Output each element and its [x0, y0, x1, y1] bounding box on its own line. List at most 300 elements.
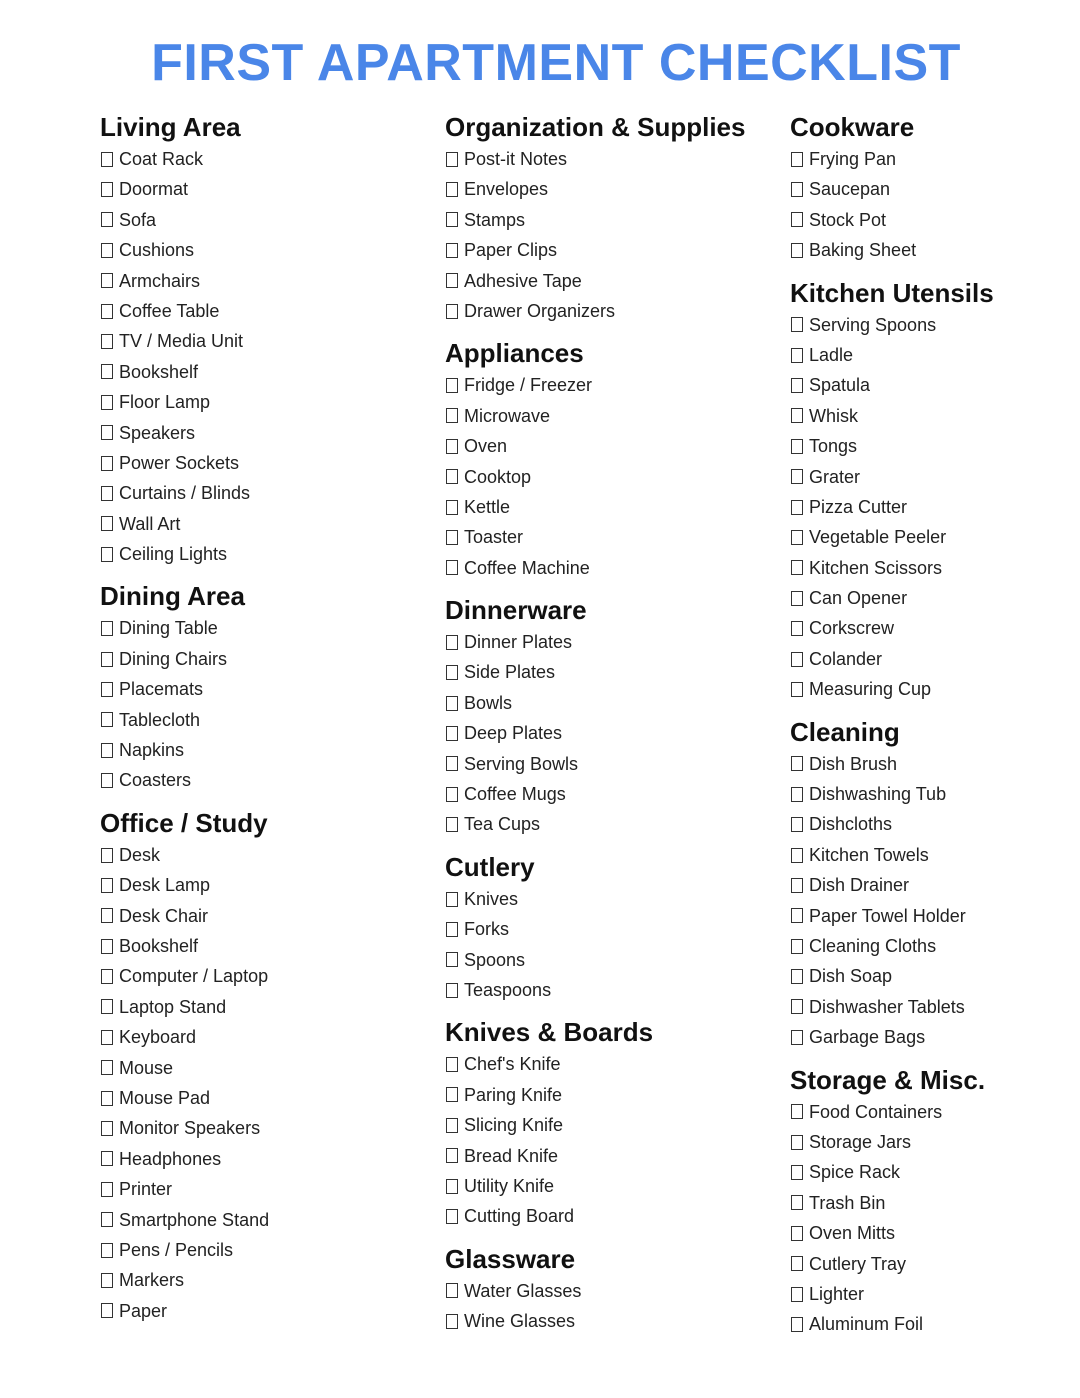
- checklist-item-label: Curtains / Blinds: [119, 483, 251, 504]
- section-heading: Glassware: [445, 1243, 576, 1274]
- checklist-item[interactable]: [100, 1235, 420, 1265]
- checklist-item-label: Dish Drainer: [809, 875, 910, 896]
- section-heading: Dining Area: [100, 581, 245, 612]
- section-cookware: [790, 110, 1070, 266]
- checklist-item[interactable]: [445, 266, 775, 296]
- checklist-item[interactable]: [790, 644, 1070, 674]
- checklist-item[interactable]: [100, 992, 420, 1022]
- checklist-item[interactable]: [445, 1110, 775, 1140]
- section-heading: Cutlery: [445, 851, 535, 882]
- checklist-item[interactable]: [100, 765, 420, 795]
- checklist-item-label: Dining Chairs: [119, 648, 228, 669]
- checklist-item-label: Serving Spoons: [809, 314, 937, 335]
- empty-checkbox-icon[interactable]: [101, 182, 113, 197]
- checklist-item[interactable]: [445, 401, 775, 431]
- checklist-item[interactable]: [445, 144, 775, 174]
- checklist-item[interactable]: [790, 840, 1070, 870]
- empty-checkbox-icon[interactable]: [446, 243, 458, 258]
- checklist-item-label: Dish Soap: [809, 966, 893, 987]
- checklist-item[interactable]: [445, 205, 775, 235]
- checklist-item[interactable]: [790, 870, 1070, 900]
- empty-checkbox-icon[interactable]: [101, 939, 113, 954]
- section-heading: Office / Study: [100, 807, 268, 838]
- checklist-item[interactable]: [445, 688, 775, 718]
- empty-checkbox-icon[interactable]: [791, 939, 803, 954]
- empty-checkbox-icon[interactable]: [101, 848, 113, 863]
- empty-checkbox-icon[interactable]: [101, 1273, 113, 1288]
- checklist-item-label: Coffee Table: [119, 300, 220, 321]
- checklist-item[interactable]: [790, 401, 1070, 431]
- checklist-item-label: Dining Table: [119, 618, 218, 639]
- checklist-item[interactable]: [445, 1306, 775, 1336]
- checklist-item-label: Spatula: [809, 375, 871, 396]
- checklist-item[interactable]: [790, 749, 1070, 779]
- checklist-item[interactable]: [100, 448, 420, 478]
- checklist-item[interactable]: [790, 1188, 1070, 1218]
- checklist-item[interactable]: [100, 1205, 420, 1235]
- empty-checkbox-icon[interactable]: [101, 425, 113, 440]
- checklist-item[interactable]: [100, 235, 420, 265]
- empty-checkbox-icon[interactable]: [446, 182, 458, 197]
- empty-checkbox-icon[interactable]: [446, 560, 458, 575]
- empty-checkbox-icon[interactable]: [791, 621, 803, 636]
- checklist-item-label: Fridge / Freezer: [464, 375, 593, 396]
- checklist-item-label: Bowls: [464, 692, 513, 713]
- empty-checkbox-icon[interactable]: [446, 983, 458, 998]
- checklist-item[interactable]: [100, 674, 420, 704]
- checklist-item-label: Spoons: [464, 949, 526, 970]
- checklist-item-label: Teaspoons: [464, 979, 552, 1000]
- empty-checkbox-icon[interactable]: [791, 1135, 803, 1150]
- section-knives-and-boards: [445, 1015, 775, 1231]
- checklist-item[interactable]: [100, 931, 420, 961]
- checklist-item-label: Spice Rack: [809, 1162, 901, 1183]
- checklist-item-label: Can Opener: [809, 588, 908, 609]
- empty-checkbox-icon[interactable]: [101, 1151, 113, 1166]
- checklist-item-label: Speakers: [119, 422, 196, 443]
- checklist-item[interactable]: [445, 1171, 775, 1201]
- checklist-item[interactable]: [445, 1141, 775, 1171]
- section-heading: Knives & Boards: [445, 1017, 654, 1048]
- empty-checkbox-icon[interactable]: [446, 500, 458, 515]
- checklist-item[interactable]: [445, 370, 775, 400]
- empty-checkbox-icon[interactable]: [446, 212, 458, 227]
- checklist-item[interactable]: [790, 583, 1070, 613]
- checklist-item-label: Tablecloth: [119, 709, 201, 730]
- checklist-item[interactable]: [100, 613, 420, 643]
- empty-checkbox-icon[interactable]: [101, 364, 113, 379]
- checklist-item[interactable]: [445, 945, 775, 975]
- checklist-item-label: Monitor Speakers: [119, 1118, 261, 1139]
- checklist-item[interactable]: [445, 553, 775, 583]
- empty-checkbox-icon[interactable]: [101, 486, 113, 501]
- page-title: FIRST APARTMENT CHECKLIST: [151, 34, 961, 92]
- checklist-item[interactable]: [100, 1265, 420, 1295]
- checklist-item-label: Whisk: [809, 405, 858, 426]
- empty-checkbox-icon[interactable]: [101, 1212, 113, 1227]
- checklist-item[interactable]: [790, 674, 1070, 704]
- checklist-item-label: Napkins: [119, 740, 185, 761]
- checklist-item[interactable]: [445, 718, 775, 748]
- empty-checkbox-icon[interactable]: [101, 273, 113, 288]
- empty-checkbox-icon[interactable]: [101, 1030, 113, 1045]
- empty-checkbox-icon[interactable]: [791, 469, 803, 484]
- empty-checkbox-icon[interactable]: [446, 817, 458, 832]
- checklist-item[interactable]: [790, 1309, 1070, 1339]
- checklist-item-label: Headphones: [119, 1148, 222, 1169]
- checklist-item-label: Frying Pan: [809, 149, 897, 169]
- empty-checkbox-icon[interactable]: [101, 682, 113, 697]
- empty-checkbox-icon[interactable]: [101, 547, 113, 562]
- empty-checkbox-icon[interactable]: [446, 665, 458, 680]
- checklist-item-label: Oven Mitts: [809, 1223, 896, 1244]
- empty-checkbox-icon[interactable]: [101, 1121, 113, 1136]
- checklist-item-label: Desk: [119, 844, 161, 865]
- empty-checkbox-icon[interactable]: [791, 500, 803, 515]
- checklist-item[interactable]: [445, 1201, 775, 1231]
- empty-checkbox-icon[interactable]: [446, 152, 458, 167]
- empty-checkbox-icon[interactable]: [101, 304, 113, 319]
- checklist-item[interactable]: [790, 462, 1070, 492]
- checklist-item-label: Paper: [119, 1300, 168, 1321]
- checklist-item[interactable]: [445, 627, 775, 657]
- checklist-item[interactable]: [100, 1113, 420, 1143]
- empty-checkbox-icon[interactable]: [791, 439, 803, 454]
- empty-checkbox-icon[interactable]: [791, 999, 803, 1014]
- checklist-item[interactable]: [100, 539, 420, 569]
- checklist-item-label: Paper Clips: [464, 240, 558, 261]
- checklist-item[interactable]: [100, 1144, 420, 1174]
- empty-checkbox-icon[interactable]: [101, 908, 113, 923]
- checklist-item-label: Coat Rack: [119, 149, 204, 169]
- checklist-item[interactable]: [790, 522, 1070, 552]
- section-heading: Cleaning: [790, 716, 900, 747]
- checklist-item[interactable]: [445, 1276, 775, 1306]
- checklist-item[interactable]: [790, 174, 1070, 204]
- checklist-item-label: Dishwashing Tub: [809, 784, 947, 805]
- empty-checkbox-icon[interactable]: [791, 1104, 803, 1119]
- empty-checkbox-icon[interactable]: [791, 182, 803, 197]
- empty-checkbox-icon[interactable]: [446, 439, 458, 454]
- empty-checkbox-icon[interactable]: [446, 952, 458, 967]
- empty-checkbox-icon[interactable]: [446, 1118, 458, 1133]
- checklist-item[interactable]: [100, 296, 420, 326]
- checklist-item-label: Cushions: [119, 240, 195, 261]
- checklist-item-label: Wall Art: [119, 513, 181, 534]
- checklist-item[interactable]: [445, 235, 775, 265]
- checklist-item[interactable]: [790, 1218, 1070, 1248]
- empty-checkbox-icon[interactable]: [791, 817, 803, 832]
- checklist-item[interactable]: [100, 735, 420, 765]
- checklist-item[interactable]: [445, 809, 775, 839]
- empty-checkbox-icon[interactable]: [791, 243, 803, 258]
- empty-checkbox-icon[interactable]: [791, 1317, 803, 1332]
- checklist-item[interactable]: [100, 705, 420, 735]
- checklist-item[interactable]: [445, 884, 775, 914]
- empty-checkbox-icon[interactable]: [791, 908, 803, 923]
- checklist-item-label: Dishwasher Tablets: [809, 996, 965, 1017]
- checklist-item[interactable]: [445, 914, 775, 944]
- empty-checkbox-icon[interactable]: [446, 1148, 458, 1163]
- empty-checkbox-icon[interactable]: [791, 848, 803, 863]
- checklist-item-label: Paper Towel Holder: [809, 905, 966, 926]
- checklist-item[interactable]: [790, 992, 1070, 1022]
- checklist-item-label: Knives: [464, 888, 519, 909]
- empty-checkbox-icon[interactable]: [101, 1182, 113, 1197]
- section-cutlery: [445, 850, 775, 1006]
- checklist-item-label: Tea Cups: [464, 814, 541, 835]
- section-heading: Cookware: [790, 112, 915, 142]
- checklist-item[interactable]: [445, 657, 775, 687]
- checklist-item[interactable]: [790, 1097, 1070, 1127]
- checklist-item-label: Cutlery Tray: [809, 1253, 907, 1274]
- checklist-item[interactable]: [100, 961, 420, 991]
- checklist-item[interactable]: [790, 553, 1070, 583]
- checklist-item-label: Envelopes: [464, 179, 549, 200]
- checklist-item[interactable]: [790, 779, 1070, 809]
- checklist-item[interactable]: [445, 462, 775, 492]
- empty-checkbox-icon[interactable]: [101, 652, 113, 667]
- empty-checkbox-icon[interactable]: [791, 969, 803, 984]
- section-cleaning: [790, 715, 1070, 1053]
- empty-checkbox-icon[interactable]: [101, 152, 113, 167]
- empty-checkbox-icon[interactable]: [791, 591, 803, 606]
- empty-checkbox-icon[interactable]: [791, 530, 803, 545]
- empty-checkbox-icon[interactable]: [446, 922, 458, 937]
- checklist-item[interactable]: [790, 961, 1070, 991]
- empty-checkbox-icon[interactable]: [101, 743, 113, 758]
- empty-checkbox-icon[interactable]: [791, 378, 803, 393]
- checklist-item-label: Dish Brush: [809, 753, 898, 774]
- checklist-item[interactable]: [445, 296, 775, 326]
- checklist-item[interactable]: [790, 431, 1070, 461]
- empty-checkbox-icon[interactable]: [791, 1226, 803, 1241]
- empty-checkbox-icon[interactable]: [791, 408, 803, 423]
- checklist-item[interactable]: [100, 509, 420, 539]
- checklist-item-label: Measuring Cup: [809, 679, 932, 700]
- checklist-item-label: Deep Plates: [464, 723, 563, 744]
- empty-checkbox-icon[interactable]: [101, 516, 113, 531]
- empty-checkbox-icon[interactable]: [101, 999, 113, 1014]
- checklist-item[interactable]: [445, 174, 775, 204]
- checklist-item-label: Stock Pot: [809, 209, 887, 230]
- empty-checkbox-icon[interactable]: [101, 334, 113, 349]
- checklist-item[interactable]: [100, 870, 420, 900]
- empty-checkbox-icon[interactable]: [446, 1209, 458, 1224]
- checklist-item-label: Toaster: [464, 527, 524, 548]
- checklist-item-label: Drawer Organizers: [464, 300, 616, 321]
- checklist-item-label: Cleaning Cloths: [809, 935, 937, 956]
- checklist-item-label: Water Glasses: [464, 1280, 582, 1301]
- checklist-item[interactable]: [445, 975, 775, 1005]
- checklist-item[interactable]: [790, 809, 1070, 839]
- checklist-item-label: Mouse: [119, 1057, 174, 1078]
- empty-checkbox-icon[interactable]: [791, 756, 803, 771]
- checklist-item-label: Stamps: [464, 209, 526, 230]
- checklist-item[interactable]: [100, 840, 420, 870]
- checklist-item[interactable]: [100, 144, 420, 174]
- empty-checkbox-icon[interactable]: [446, 635, 458, 650]
- checklist-item[interactable]: [445, 1049, 775, 1079]
- empty-checkbox-icon[interactable]: [791, 878, 803, 893]
- empty-checkbox-icon[interactable]: [101, 243, 113, 258]
- section-kitchen-utensils: [790, 276, 1070, 705]
- checklist-item-label: Printer: [119, 1179, 173, 1200]
- checklist-item[interactable]: [100, 1053, 420, 1083]
- checklist-item-label: Bread Knife: [464, 1145, 559, 1166]
- checklist-item[interactable]: [100, 174, 420, 204]
- checklist-item-label: Side Plates: [464, 662, 556, 683]
- empty-checkbox-icon[interactable]: [446, 726, 458, 741]
- empty-checkbox-icon[interactable]: [791, 1195, 803, 1210]
- empty-checkbox-icon[interactable]: [791, 348, 803, 363]
- section-appliances: [445, 336, 775, 583]
- empty-checkbox-icon[interactable]: [101, 1091, 113, 1106]
- empty-checkbox-icon[interactable]: [446, 1057, 458, 1072]
- checklist-item[interactable]: [790, 310, 1070, 340]
- checklist-item[interactable]: [100, 266, 420, 296]
- checklist-item-label: Keyboard: [119, 1027, 197, 1048]
- checklist-item[interactable]: [790, 613, 1070, 643]
- section-storage-and-misc: [790, 1063, 1070, 1340]
- empty-checkbox-icon[interactable]: [446, 787, 458, 802]
- empty-checkbox-icon[interactable]: [101, 212, 113, 227]
- empty-checkbox-icon[interactable]: [791, 152, 803, 167]
- checklist-item[interactable]: [790, 1249, 1070, 1279]
- checklist-item[interactable]: [445, 522, 775, 552]
- empty-checkbox-icon[interactable]: [446, 304, 458, 319]
- checklist-item-label: Computer / Laptop: [119, 966, 269, 987]
- empty-checkbox-icon[interactable]: [101, 712, 113, 727]
- checklist-item[interactable]: [100, 644, 420, 674]
- empty-checkbox-icon[interactable]: [446, 408, 458, 423]
- checklist-item-label: Serving Bowls: [464, 753, 579, 774]
- empty-checkbox-icon[interactable]: [101, 395, 113, 410]
- empty-checkbox-icon[interactable]: [791, 317, 803, 332]
- checklist-item[interactable]: [790, 1157, 1070, 1187]
- checklist-item-label: Adhesive Tape: [464, 270, 582, 291]
- checklist-item[interactable]: [790, 340, 1070, 370]
- empty-checkbox-icon[interactable]: [446, 378, 458, 393]
- empty-checkbox-icon[interactable]: [446, 696, 458, 711]
- checklist-item-label: Ceiling Lights: [119, 544, 228, 565]
- empty-checkbox-icon[interactable]: [446, 756, 458, 771]
- empty-checkbox-icon[interactable]: [791, 1165, 803, 1180]
- empty-checkbox-icon[interactable]: [446, 1087, 458, 1102]
- checklist-item[interactable]: [445, 1080, 775, 1110]
- checklist-item[interactable]: [100, 1296, 420, 1326]
- checklist-item[interactable]: [100, 1083, 420, 1113]
- section-heading: Storage & Misc.: [790, 1064, 986, 1095]
- checklist-item-label: Storage Jars: [809, 1131, 912, 1152]
- empty-checkbox-icon[interactable]: [446, 1283, 458, 1298]
- checklist-item[interactable]: [445, 749, 775, 779]
- checklist-item[interactable]: [100, 901, 420, 931]
- checklist-item[interactable]: [100, 205, 420, 235]
- checklist-item[interactable]: [100, 478, 420, 508]
- checklist-item-label: TV / Media Unit: [119, 331, 244, 352]
- checklist-item[interactable]: [790, 1279, 1070, 1309]
- empty-checkbox-icon[interactable]: [446, 1179, 458, 1194]
- checklist-item-label: Sofa: [119, 209, 157, 230]
- checklist-item[interactable]: [100, 1174, 420, 1204]
- checklist-item[interactable]: [445, 492, 775, 522]
- empty-checkbox-icon[interactable]: [101, 1243, 113, 1258]
- checklist-item-label: Corkscrew: [809, 618, 895, 639]
- checklist-item-label: Baking Sheet: [809, 240, 917, 261]
- checklist-item-label: Kitchen Scissors: [809, 557, 943, 578]
- checklist-item-label: Bookshelf: [119, 361, 199, 382]
- checklist-item[interactable]: [790, 931, 1070, 961]
- empty-checkbox-icon[interactable]: [101, 878, 113, 893]
- checklist-item[interactable]: [790, 144, 1070, 174]
- empty-checkbox-icon[interactable]: [101, 456, 113, 471]
- empty-checkbox-icon[interactable]: [791, 1256, 803, 1271]
- checklist-item-label: Doormat: [119, 179, 189, 200]
- empty-checkbox-icon[interactable]: [446, 892, 458, 907]
- checklist-item[interactable]: [790, 370, 1070, 400]
- empty-checkbox-icon[interactable]: [101, 1060, 113, 1075]
- empty-checkbox-icon[interactable]: [101, 1303, 113, 1318]
- checklist-item-label: Kitchen Towels: [809, 844, 929, 865]
- section-organization-and-supplies: [445, 110, 775, 326]
- empty-checkbox-icon[interactable]: [446, 1314, 458, 1329]
- empty-checkbox-icon[interactable]: [791, 652, 803, 667]
- empty-checkbox-icon[interactable]: [101, 969, 113, 984]
- checklist-item[interactable]: [790, 492, 1070, 522]
- checklist-item[interactable]: [445, 779, 775, 809]
- checklist-item-label: Pizza Cutter: [809, 496, 908, 517]
- checklist-item[interactable]: [100, 357, 420, 387]
- checklist-item[interactable]: [790, 1127, 1070, 1157]
- empty-checkbox-icon[interactable]: [791, 1030, 803, 1045]
- checklist-item-label: Desk Lamp: [119, 875, 211, 896]
- empty-checkbox-icon[interactable]: [791, 1287, 803, 1302]
- empty-checkbox-icon[interactable]: [791, 560, 803, 575]
- checklist-item[interactable]: [790, 1022, 1070, 1052]
- checklist-item[interactable]: [790, 235, 1070, 265]
- checklist-item-label: Smartphone Stand: [119, 1209, 270, 1230]
- checklist-item-label: Pens / Pencils: [119, 1239, 234, 1260]
- section-office-study: [100, 806, 420, 1326]
- empty-checkbox-icon[interactable]: [101, 621, 113, 636]
- empty-checkbox-icon[interactable]: [101, 773, 113, 788]
- checklist-item-label: Kettle: [464, 496, 511, 517]
- checklist-item-label: Chef's Knife: [464, 1054, 561, 1075]
- checklist-item-label: Dinner Plates: [464, 632, 573, 653]
- empty-checkbox-icon[interactable]: [446, 469, 458, 484]
- checklist-item[interactable]: [100, 387, 420, 417]
- checklist-item-label: Desk Chair: [119, 905, 209, 926]
- checklist-item-label: Vegetable Peeler: [809, 527, 947, 548]
- checklist-item[interactable]: [100, 1022, 420, 1052]
- checklist-item[interactable]: [790, 205, 1070, 235]
- checklist-item-label: Aluminum Foil: [809, 1314, 924, 1335]
- checklist-item-label: Lighter: [809, 1283, 865, 1304]
- checklist-item-label: Saucepan: [809, 179, 891, 200]
- empty-checkbox-icon[interactable]: [791, 787, 803, 802]
- empty-checkbox-icon[interactable]: [446, 530, 458, 545]
- empty-checkbox-icon[interactable]: [791, 212, 803, 227]
- checklist-item[interactable]: [100, 418, 420, 448]
- checklist-item-label: Armchairs: [119, 270, 201, 291]
- checklist-item[interactable]: [100, 326, 420, 356]
- empty-checkbox-icon[interactable]: [791, 682, 803, 697]
- checklist-column-1: [100, 110, 420, 1336]
- checklist-item[interactable]: [445, 431, 775, 461]
- empty-checkbox-icon[interactable]: [446, 273, 458, 288]
- checklist-item[interactable]: [790, 901, 1070, 931]
